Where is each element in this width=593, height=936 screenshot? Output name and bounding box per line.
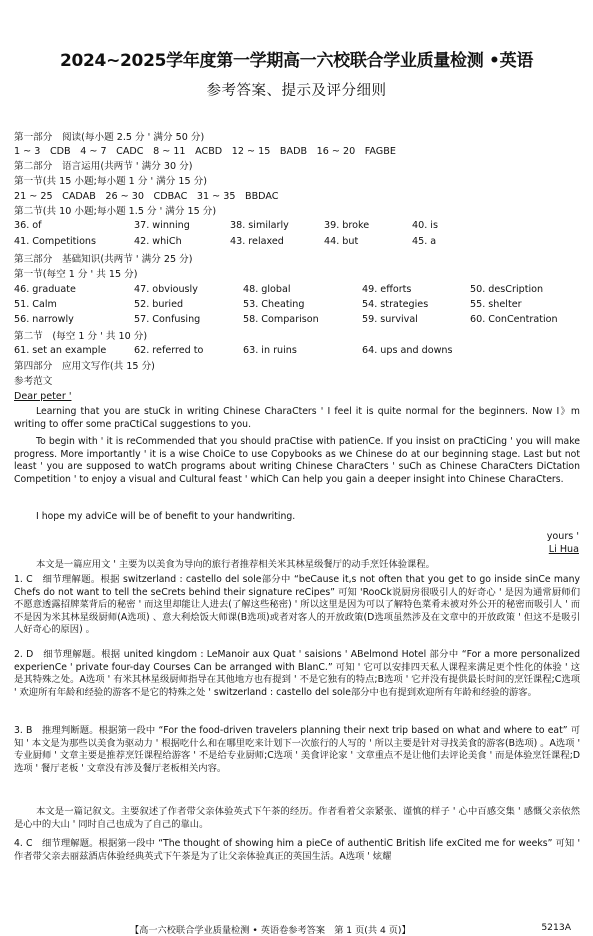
answer-cell: 58. Comparison xyxy=(243,314,319,325)
footer-code: 5213A xyxy=(541,922,571,933)
sample-label: 参考范文 xyxy=(14,376,53,387)
answer-cell: 52. buried xyxy=(134,299,184,310)
answer-cell: 42. whiCh xyxy=(134,236,182,247)
letter-salutation: Dear peter ' xyxy=(14,391,72,402)
part2-sec1-heading: 第一节(共 15 小题;每小题 1 分 ' 满分 15 分) xyxy=(14,176,207,187)
answer-cell: 40. is xyxy=(412,220,438,231)
answer-cell: 61. set an example xyxy=(14,345,107,356)
answer-cell: 38. similarly xyxy=(230,220,289,231)
answer-cell: 53. Cheating xyxy=(243,299,305,310)
part3-sec1-heading: 第一节(每空 1 分 ' 共 15 分) xyxy=(14,269,138,280)
part2-sec1-answers: 21 ~ 25 CADAB 26 ~ 30 CDBAC 31 ~ 35 BBDAC xyxy=(14,191,279,202)
answer-cell: 50. desCription xyxy=(470,284,544,295)
part3-sec2-heading: 第二节 (每空 1 分 ' 共 10 分) xyxy=(14,331,148,342)
answer-cell: 60. ConCentration xyxy=(470,314,558,325)
answer-cell: 47. obviously xyxy=(134,284,198,295)
answer-cell: 63. in ruins xyxy=(243,345,297,356)
answer-row xyxy=(14,284,580,297)
answer-cell: 49. efforts xyxy=(362,284,412,295)
answer-row xyxy=(14,220,580,233)
answer-cell: 62. referred to xyxy=(134,345,204,356)
explanation-item: 3. B 推理判断题。根据第一段中 “For the food-driven travelers planning their next trip based on what and where to eat” 可知 ' 本文是为那些以美食为驱动力 ' 根据吃什么和在哪里吃来计划下一次旅行的人写的 ' 所以主要是针对寻找美食的游客(B选项) 。A选项 ' 专业厨师 ' 文章主要是推荐烹饪课程给游客 ' 不是给专业厨师;C选项 ' 美食评论家 ' 文章重点不是让他们去评论美食 ' 而是体验烹饪课程;D选项 ' 餐厅老板 ' 文章没有涉及餐厅老板相关内容。 xyxy=(14,725,580,774)
answer-row xyxy=(14,299,580,312)
answer-cell: 39. broke xyxy=(324,220,370,231)
answer-row xyxy=(14,345,580,358)
answer-cell: 41. Competitions xyxy=(14,236,97,247)
passage-summary: 本文是一篇应用文 ' 主要为以美食为导向的旅行者推荐相关米其林星级餐厅的动手烹饪体验课程。 xyxy=(36,559,435,570)
answer-cell: 64. ups and downs xyxy=(362,345,453,356)
answer-cell: 48. global xyxy=(243,284,291,295)
answer-cell: 45. a xyxy=(412,236,437,247)
page-subtitle: 参考答案、提示及评分细则 xyxy=(206,83,387,99)
explanation-item: 2. D 细节理解题。根据 united kingdom : LeManoir aux Quat ' saisions ' ABelmond Hotel 部分中 “For a more personalized experienCe ' private four-day Courses Can be arranged with BlanC.” 可知 ' 它可以安排四天私人课程来满足更个性化的体验 ' 这是其特殊之处。A选项 ' 有米其林星级厨师指导在其他地方也有提到 ' 不是它独有的特点;B选项 ' 它并没有提供最长时间的烹饪课程;C选项 ' 欢迎所有年龄和经验的游客不是它的特殊之处 ' switzerland : castello del sole部分中也有提到欢迎所有年龄和经验的游客。 xyxy=(14,649,580,698)
answer-row xyxy=(14,236,580,249)
letter-signature: Li Hua xyxy=(548,544,579,555)
answer-cell: 36. of xyxy=(14,220,42,231)
answer-cell: 43. relaxed xyxy=(230,236,284,247)
explanation-item: 1. C 细节理解题。根据 switzerland : castello del sole部分中 “beCause it,s not often that you get to go inside sinCe many Chefs do not want to tell the seCrets behind their signature reCipes” 可知 'RooCk说厨房很吸引人的好奇心 ' 是因为通常厨师们不愿意透露招牌菜背后的秘密 ' 而这里却能让人进去(了解这些秘密) ' 所以这里是因为可以了解特色菜肴未被对外公开的秘密而吸引人 ' 而不是因为米其林星级厨师(A选项) 、意大利烩饭大师课(B选项)或者对客人的开放政策(D选项虽然涉及在文章中的开放政策 ' 但这不是吸引人好奇心的原因) 。 xyxy=(14,574,580,636)
answer-cell: 44. but xyxy=(324,236,359,247)
page-title: 2024~2025学年度第一学期高一六校联合学业质量检测 •英语 xyxy=(59,51,534,71)
letter-paragraph-3: I hope my adviCe will be of benefit to your handwriting. xyxy=(36,511,296,522)
passage-summary: 本文是一篇记叙文。主要叙述了作者带父亲体验英式下午茶的经历。作者看着父亲紧张、谨慎的样子 ' 心中百感交集 ' 感慨父亲依然是心中的大山 ' 同时自己也成为了自己的靠山。 xyxy=(14,806,580,830)
letter-paragraph-2: To begin with ' it is reCommended that you should praCtise with patienCe. If you insist on praCtiCing ' you will make progress. More importantly ' it is a wise ChoiCe to use Copybooks as we Chinese do at our beginning stage. Last but not least ' you are supposed to watCh programs about writing Chinese CharaCters ' suCh as Chinese CharaCters DiCtation Competition ' to enjoy a visual and Cultural feast ' whiCh Can help you gain a deeper insight into Chinese CharaCters. xyxy=(14,436,580,485)
letter-closing: yours ' xyxy=(546,531,579,542)
part3-heading: 第三部分 基础知识(共两节 ' 满分 25 分) xyxy=(14,254,193,265)
answer-cell: 57. Confusing xyxy=(134,314,201,325)
footer-page-info: 【高一六校联合学业质量检测 • 英语卷参考答案 第 1 页(共 4 页)】 xyxy=(130,925,411,936)
part2-sec2-heading: 第二节(共 10 小题;每小题 1.5 分 ' 满分 15 分) xyxy=(14,206,217,217)
answer-cell: 56. narrowly xyxy=(14,314,74,325)
part1-answers: 1 ~ 3 CDB 4 ~ 7 CADC 8 ~ 11 ACBD 12 ~ 15 BADB 16 ~ 20 FAGBE xyxy=(14,146,396,157)
explanation-item: 4. C 细节理解题。根据第一段中 “The thought of showing him a pieCe of authentiC British life exCited me for weeks” 可知 ' 作者带父亲去丽兹酒店体验经典英式下午茶是为了让父亲体验真正的英国生活。A选项 ' 炫耀 xyxy=(14,838,580,862)
answer-cell: 51. Calm xyxy=(14,299,57,310)
part4-heading: 第四部分 应用文写作(共 15 分) xyxy=(14,361,155,372)
letter-paragraph-1: Learning that you are stuCk in writing Chinese CharaCters ' I feel it is quite normal for the beginners. Now I》m writing to offer some praCtiCal suggestions to you. xyxy=(14,406,580,430)
answer-cell: 55. shelter xyxy=(470,299,522,310)
answer-cell: 59. survival xyxy=(362,314,418,325)
answer-row xyxy=(14,314,580,327)
answer-cell: 54. strategies xyxy=(362,299,429,310)
part1-heading: 第一部分 阅读(每小题 2.5 分 ' 满分 50 分) xyxy=(14,132,205,143)
answer-cell: 37. winning xyxy=(134,220,190,231)
answer-cell: 46. graduate xyxy=(14,284,76,295)
part2-heading: 第二部分 语言运用(共两节 ' 满分 30 分) xyxy=(14,161,193,172)
